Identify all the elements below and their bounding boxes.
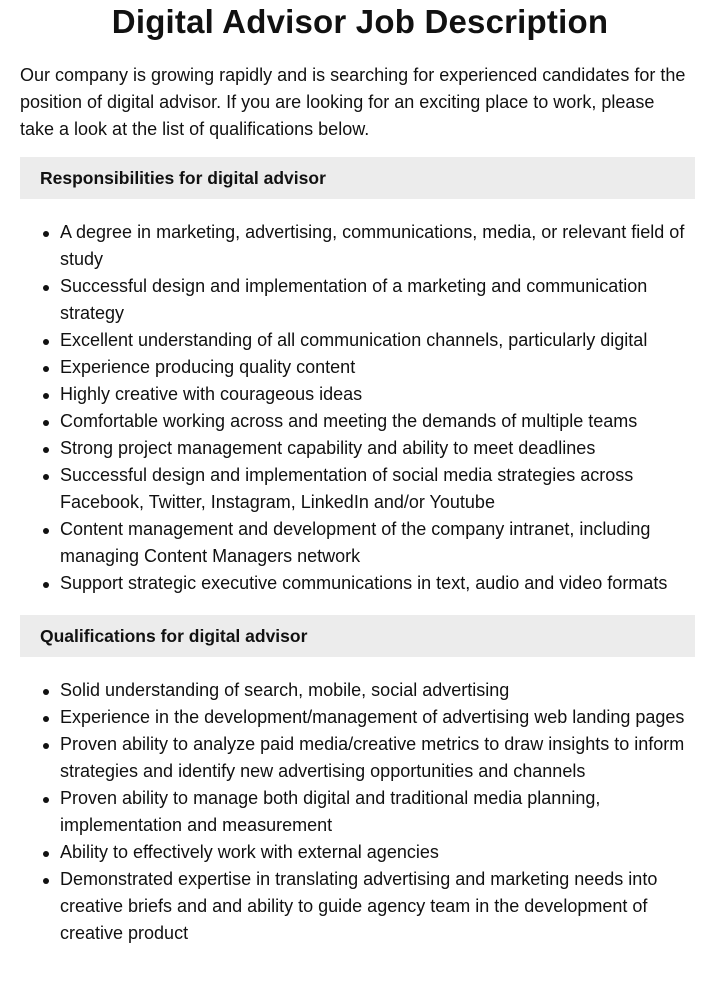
list-item (60, 462, 696, 516)
list-item-text: Experience in the development/management of advertising web landing pages (60, 707, 685, 727)
responsibilities-list (0, 219, 720, 597)
bullet-icon (43, 851, 49, 857)
list-item (60, 516, 696, 570)
list-item-text: Highly creative with courageous ideas (60, 384, 363, 404)
list-item (60, 381, 696, 408)
bullet-icon (43, 797, 49, 803)
list-item (60, 866, 696, 947)
bullet-icon (43, 582, 49, 588)
list-item (60, 327, 696, 354)
intro-paragraph: Our company is growing rapidly and is searching for experienced candidates for the position of digital advisor. If you are looking for an exciting place to work, please take a look at the list of qualifications below. (20, 65, 686, 139)
list-item (60, 704, 696, 731)
list-item (60, 435, 696, 462)
bullet-icon (43, 339, 49, 345)
bullet-icon (43, 285, 49, 291)
qualifications-list (0, 677, 720, 947)
list-item-text: Experience producing quality content (60, 357, 356, 377)
list-item (60, 408, 696, 435)
bullet-icon (43, 716, 49, 722)
list-item (60, 354, 696, 381)
list-item-text: Strong project management capability and ability to meet deadlines (60, 438, 596, 458)
bullet-icon (43, 231, 49, 237)
bullet-icon (43, 393, 49, 399)
list-item-text: Support strategic executive communications in text, audio and video formats (60, 573, 668, 593)
list-item-text: Successful design and implementation of social media strategies across Facebook, Twitter, Instagram, LinkedIn and/or Youtube (60, 465, 634, 512)
bullet-icon (43, 447, 49, 453)
list-item (60, 785, 696, 839)
list-item-text: Demonstrated expertise in translating advertising and marketing needs into creative briefs and and ability to guide agency team in the development of creative product (60, 869, 658, 943)
bullet-icon (43, 689, 49, 695)
bullet-icon (43, 743, 49, 749)
list-item (60, 570, 696, 597)
list-item-text: Comfortable working across and meeting the demands of multiple teams (60, 411, 638, 431)
list-item-text: Ability to effectively work with external agencies (60, 842, 439, 862)
bullet-icon (43, 878, 49, 884)
bullet-icon (43, 366, 49, 372)
page-title: Digital Advisor Job Description (111, 3, 609, 40)
list-item (60, 731, 696, 785)
list-item-text: Solid understanding of search, mobile, social advertising (60, 680, 510, 700)
list-item-text: Content management and development of the company intranet, including managing Content Managers network (60, 519, 651, 566)
list-item-text: A degree in marketing, advertising, communications, media, or relevant field of study (60, 222, 685, 269)
qualifications-heading: Qualifications for digital advisor (20, 615, 695, 657)
list-item-text: Proven ability to analyze paid media/creative metrics to draw insights to inform strategies and identify new advertising opportunities and channels (60, 734, 685, 781)
list-item (60, 219, 696, 273)
list-item-text: Successful design and implementation of a marketing and communication strategy (60, 276, 648, 323)
bullet-icon (43, 528, 49, 534)
bullet-icon (43, 420, 49, 426)
list-item (60, 677, 696, 704)
list-item-text: Proven ability to manage both digital and traditional media planning, implementation and measurement (60, 788, 601, 835)
bullet-icon (43, 474, 49, 480)
list-item (60, 839, 696, 866)
list-item (60, 273, 696, 327)
responsibilities-heading: Responsibilities for digital advisor (20, 157, 695, 199)
list-item-text: Excellent understanding of all communication channels, particularly digital (60, 330, 648, 350)
